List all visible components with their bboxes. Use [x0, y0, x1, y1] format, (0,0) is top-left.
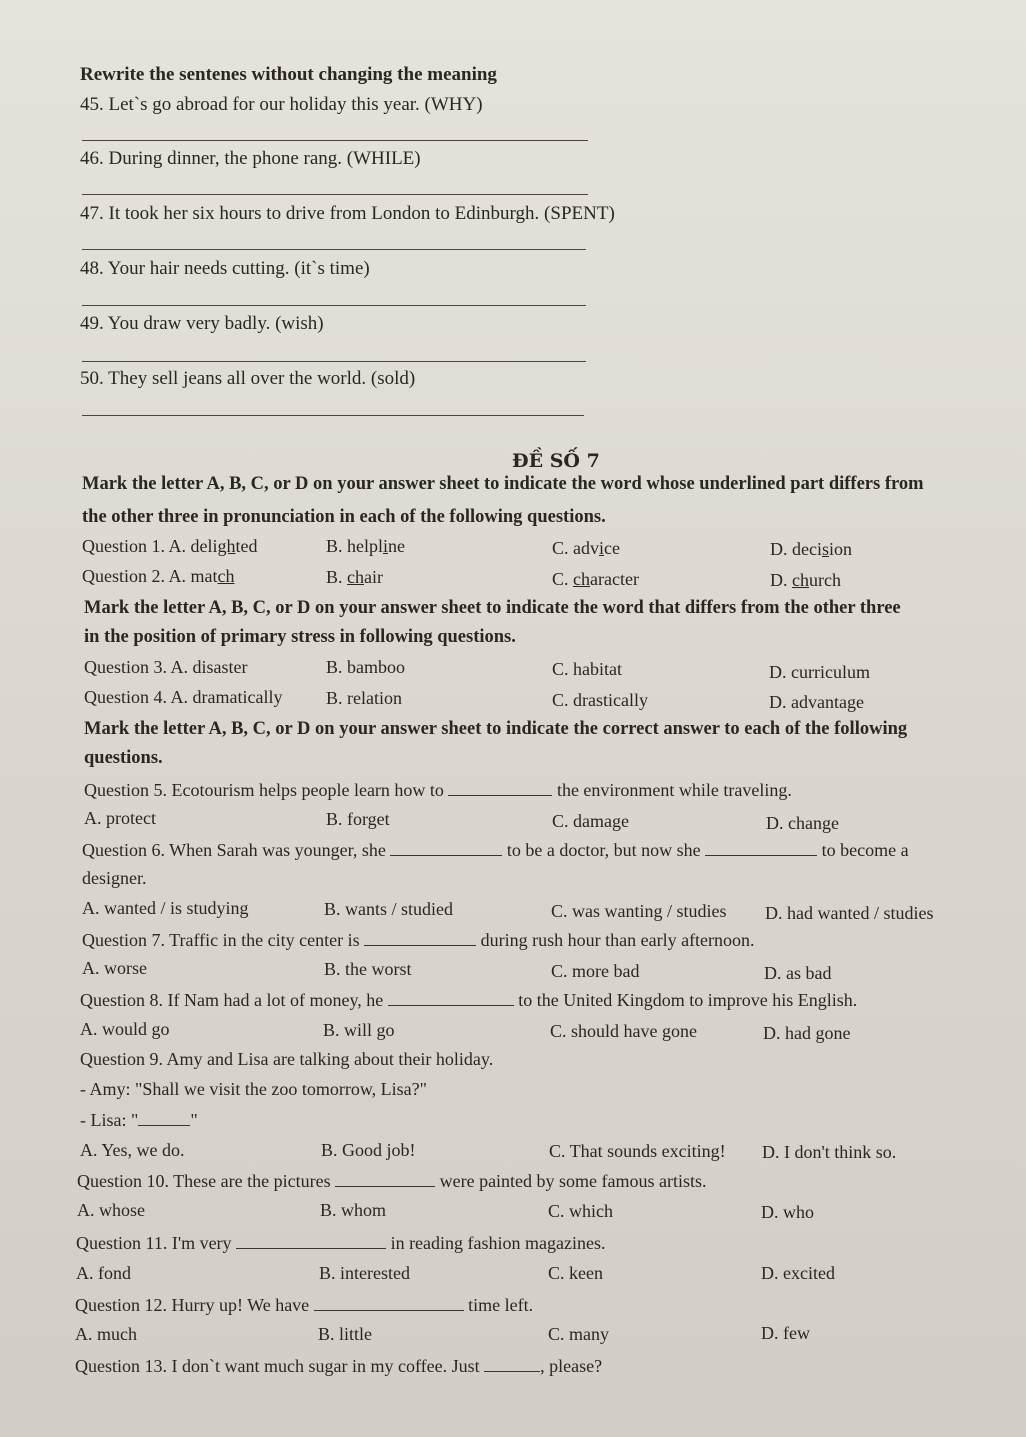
q13-stem: Question 13. I don`t want much sugar in my coffee. Just , please? [75, 1356, 603, 1376]
q9-option-b[interactable]: B. Good job! [321, 1140, 416, 1160]
rewrite-item-49: 49. You draw very badly. (wish) [80, 313, 324, 334]
q8-option-d[interactable]: D. had gone [763, 1023, 851, 1043]
q10-stem: Question 10. These are the pictures were painted by some famous artists. [77, 1171, 707, 1191]
q9-stem: Question 9. Amy and Lisa are talking about their holiday. [80, 1049, 494, 1069]
q6-option-d[interactable]: D. had wanted / studies [765, 903, 934, 923]
q3-option-c[interactable]: C. habitat [552, 659, 622, 679]
section1-instruction-line1: Mark the letter A, B, C, or D on your answer sheet to indicate the word whose underlined part differs from [82, 474, 924, 494]
q7-option-a[interactable]: A. worse [82, 958, 147, 978]
answer-line-45[interactable] [82, 140, 588, 141]
q4-option-d[interactable]: D. advantage [769, 692, 864, 712]
q7-option-d[interactable]: D. as bad [764, 963, 832, 983]
section2-instruction-line2: in the position of primary stress in following questions. [84, 627, 516, 647]
q8-option-a[interactable]: A. would go [80, 1019, 170, 1039]
q3-option-a[interactable]: Question 3. A. disaster [84, 657, 248, 677]
q5-option-a[interactable]: A. protect [84, 808, 156, 828]
q12-option-b[interactable]: B. little [318, 1324, 372, 1344]
q2-option-d[interactable]: D. church [770, 570, 841, 590]
q7-blank[interactable] [364, 929, 476, 946]
q9-option-c[interactable]: C. That sounds exciting! [549, 1141, 726, 1161]
q4-option-c[interactable]: C. drastically [552, 690, 648, 710]
section1-instruction-line2: the other three in pronunciation in each of the following questions. [82, 507, 606, 527]
q5-blank[interactable] [448, 779, 552, 796]
q6-option-a[interactable]: A. wanted / is studying [82, 898, 249, 918]
q1-option-b[interactable]: B. helpline [326, 536, 406, 556]
rewrite-heading: Rewrite the sentenes without changing the meaning [80, 64, 497, 85]
answer-line-49[interactable] [82, 361, 586, 362]
q10-blank[interactable] [335, 1170, 435, 1187]
section3-instruction-line2: questions. [84, 748, 163, 768]
q3-option-b[interactable]: B. bamboo [326, 657, 405, 677]
q9-option-d[interactable]: D. I don't think so. [762, 1142, 897, 1162]
q1-option-d[interactable]: D. decision [770, 539, 853, 559]
q7-option-b[interactable]: B. the worst [324, 959, 412, 979]
q4-option-b[interactable]: B. relation [326, 688, 402, 708]
answer-line-46[interactable] [82, 194, 588, 195]
q11-option-b[interactable]: B. interested [319, 1263, 410, 1283]
q9-option-a[interactable]: A. Yes, we do. [80, 1140, 185, 1160]
rewrite-item-50: 50. They sell jeans all over the world. (sold) [80, 368, 416, 389]
section3-instruction-line1: Mark the letter A, B, C, or D on your answer sheet to indicate the correct answer to each of the following [84, 719, 908, 739]
q6-option-c[interactable]: C. was wanting / studies [551, 901, 727, 921]
q4-option-a[interactable]: Question 4. A. dramatically [84, 687, 283, 707]
rewrite-item-47: 47. It took her six hours to drive from London to Edinburgh. (SPENT) [80, 203, 615, 224]
q11-option-d[interactable]: D. excited [761, 1263, 835, 1283]
q1-option-a[interactable]: Question 1. A. delighted [82, 536, 258, 556]
rewrite-item-48: 48. Your hair needs cutting. (it`s time) [80, 258, 370, 279]
q11-stem: Question 11. I'm very in reading fashion magazines. [76, 1233, 606, 1253]
rewrite-item-46: 46. During dinner, the phone rang. (WHILE) [80, 148, 421, 169]
answer-line-50[interactable] [82, 415, 584, 416]
q3-option-d[interactable]: D. curriculum [769, 662, 870, 682]
q9-amy-line: - Amy: "Shall we visit the zoo tomorrow, Lisa?" [80, 1079, 427, 1099]
q12-blank[interactable] [314, 1294, 464, 1311]
q9-blank[interactable] [138, 1109, 190, 1126]
q11-option-c[interactable]: C. keen [548, 1263, 603, 1283]
q2-option-b[interactable]: B. chair [326, 567, 383, 587]
q10-option-b[interactable]: B. whom [320, 1200, 387, 1220]
q2-option-c[interactable]: C. character [552, 569, 639, 589]
q2-option-a[interactable]: Question 2. A. match [82, 566, 235, 586]
q13-blank[interactable] [484, 1355, 540, 1372]
q5-option-c[interactable]: C. damage [552, 811, 629, 831]
q5-stem: Question 5. Ecotourism helps people learn how to the environment while traveling. [84, 780, 792, 800]
q8-option-c[interactable]: C. should have gone [550, 1021, 697, 1041]
q8-blank[interactable] [388, 989, 514, 1006]
q12-option-d[interactable]: D. few [761, 1323, 810, 1343]
q7-stem: Question 7. Traffic in the city center is during rush hour than early afternoon. [82, 930, 755, 950]
rewrite-item-45: 45. Let`s go abroad for our holiday this year. (WHY) [80, 94, 483, 115]
q6-blank-1[interactable] [390, 839, 502, 856]
q1-option-c[interactable]: C. advice [552, 538, 620, 558]
q6-option-b[interactable]: B. wants / studied [324, 899, 453, 919]
q6-stem-line2: designer. [82, 868, 147, 888]
q12-stem: Question 12. Hurry up! We have time left. [75, 1295, 534, 1315]
q11-option-a[interactable]: A. fond [76, 1263, 131, 1283]
answer-line-47[interactable] [82, 249, 586, 250]
section2-instruction-line1: Mark the letter A, B, C, or D on your answer sheet to indicate the word that differs from the other three [84, 598, 901, 618]
answer-line-48[interactable] [82, 305, 586, 306]
q8-stem: Question 8. If Nam had a lot of money, he to the United Kingdom to improve his English. [80, 990, 858, 1010]
q9-lisa-line: - Lisa: " " [80, 1110, 198, 1130]
q5-option-d[interactable]: D. change [766, 813, 839, 833]
q6-blank-2[interactable] [705, 839, 817, 856]
q10-option-d[interactable]: D. who [761, 1202, 814, 1222]
q8-option-b[interactable]: B. will go [323, 1020, 395, 1040]
q6-stem: Question 6. When Sarah was younger, she to be a doctor, but now she to become a [82, 840, 909, 860]
q12-option-a[interactable]: A. much [75, 1324, 137, 1344]
q11-blank[interactable] [236, 1232, 386, 1249]
q7-option-c[interactable]: C. more bad [551, 961, 640, 981]
test-title: ĐỀ SỐ 7 [512, 450, 600, 472]
q12-option-c[interactable]: C. many [548, 1324, 609, 1344]
q10-option-a[interactable]: A. whose [77, 1200, 145, 1220]
q5-option-b[interactable]: B. forget [326, 809, 390, 829]
q10-option-c[interactable]: C. which [548, 1201, 613, 1221]
